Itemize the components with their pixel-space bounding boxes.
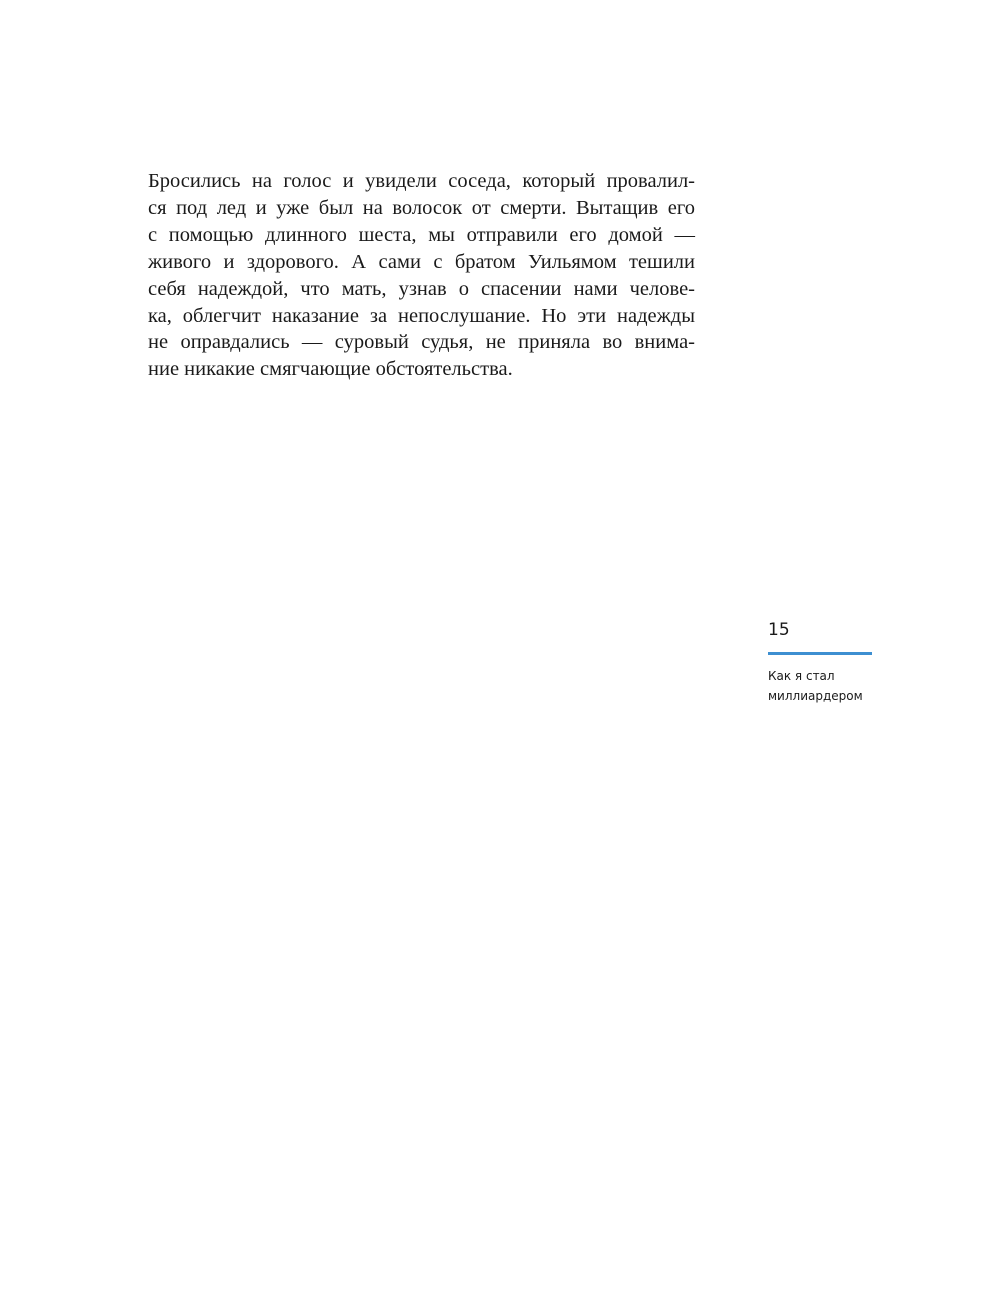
paragraph-line: ка, облегчит наказание за непослушание. Но эти надежды	[148, 304, 695, 327]
paragraph-line: не оправдались — суровый судья, не приняла во внима-	[148, 331, 695, 354]
running-title-line: Как я стал	[768, 669, 835, 683]
paragraph-line: Бросились на голос и увидели соседа, который провалил-	[148, 170, 695, 192]
paragraph-line: живого и здорового. А сами с братом Уильямом тешили	[148, 250, 695, 273]
paragraph-line: с помощью длинного шеста, мы отправили его домой —	[148, 223, 695, 246]
running-title	[768, 666, 888, 706]
paragraph-line: себя надеждой, что мать, узнав о спасении нами челове-	[148, 277, 695, 300]
accent-rule	[768, 652, 872, 655]
running-title-line: миллиардером	[768, 689, 863, 703]
paragraph-line: ся под лед и уже был на волосок от смерти. Вытащив его	[148, 196, 695, 219]
body-paragraph	[148, 168, 695, 383]
page-number: 15	[768, 620, 790, 640]
paragraph-line: ние никакие смягчающие обстоятельства.	[148, 358, 513, 381]
